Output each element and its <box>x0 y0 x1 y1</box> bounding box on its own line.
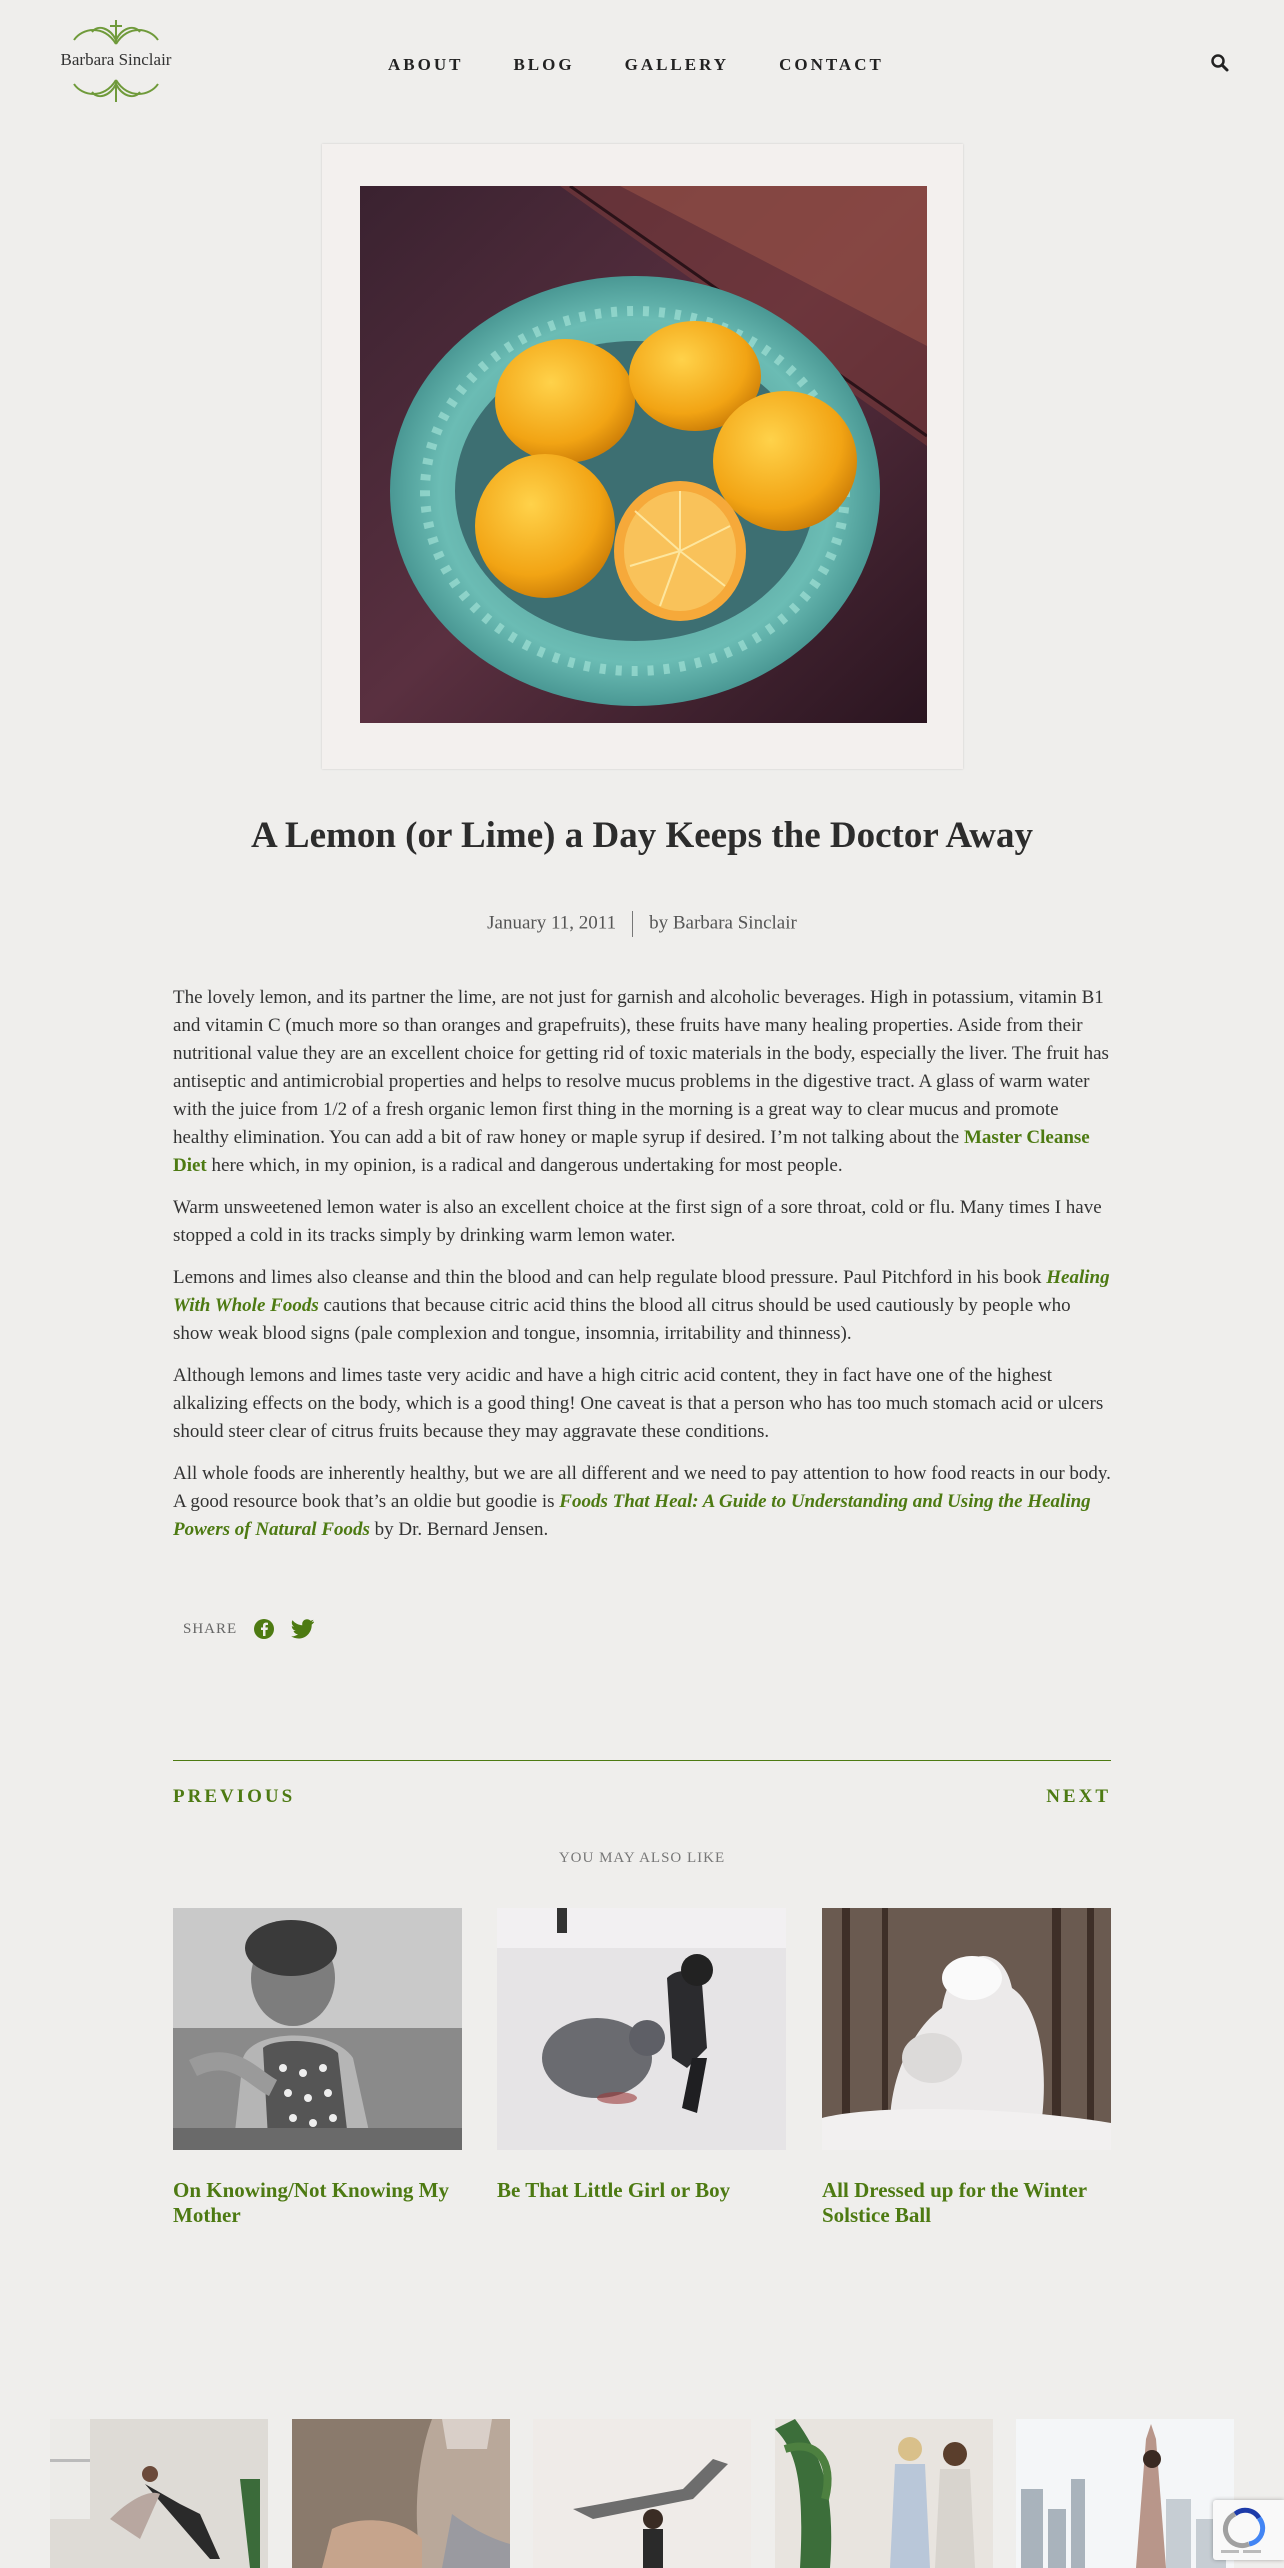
paragraph-2: Warm unsweetened lemon water is also an excellent choice at the first sign of a sore throat, cold or flu. Many times I have stopped a cold in its tracks simply by drinking warm lemon water. <box>173 1197 1102 1246</box>
site-logo[interactable] <box>52 14 180 106</box>
related-thumb-1[interactable] <box>173 1908 462 2150</box>
related-thumb-3[interactable] <box>822 1908 1111 2150</box>
post-title: A Lemon (or Lime) a Day Keeps the Doctor Away <box>250 815 1034 856</box>
foods-that-heal-link[interactable]: Foods That Heal: A Guide to Understanding and Using the Healing Powers of Natural Foods <box>173 1491 1091 1540</box>
healing-whole-foods-link[interactable]: Healing With Whole Foods <box>173 1267 1110 1316</box>
snowy-forest-image <box>822 1908 1111 2150</box>
hero-photo <box>360 186 927 723</box>
related-title-2[interactable]: Be That Little Girl or Boy <box>497 2178 731 2202</box>
paragraph-1 <box>173 984 1111 1180</box>
paragraph-1-text-a: The lovely lemon, and its partner the lime, are not just for garnish and alcoholic beverages. High in potassium, vitamin B1 and vitamin C (much more so than oranges and grapefruits), these fruits have many healing properties. Aside from their nutritional value they are an excellent choice for getting rid of toxic materials in the body, especially the liver. The fruit has antiseptic and antimicrobial properties and helps to resolve mucus problems in the digestive tract. A glass of warm water with the juice from 1/2 of a fresh organic lemon first thing in the morning is a great way to clear mucus and promote healthy elimination. You can add a bit of raw honey or maple syrup if desired. I’m not talking about the <box>173 987 1109 1148</box>
search-icon[interactable] <box>1210 53 1230 73</box>
gallery-thumb-2[interactable] <box>292 2419 510 2568</box>
paragraph-3-text-b: cautions that because citric acid thins the blood all citrus should be used cautiously by people who show weak blood signs (pale complexion and tongue, insomnia, irritability and thinness). <box>173 1295 1071 1344</box>
paragraph-5-text-b: by Dr. Bernard Jensen. <box>369 1519 549 1540</box>
post-date: January 11, 2011 <box>487 912 617 934</box>
related-card-1[interactable] <box>173 1908 462 2228</box>
paragraph-3-text-a: Lemons and limes also cleanse and thin the blood and can help regulate blood pressure. Paul Pitchford in his book <box>173 1267 1047 1288</box>
nav-contact[interactable]: CONTACT <box>779 55 884 74</box>
recaptcha-badge[interactable] <box>1213 2500 1284 2560</box>
twitter-icon[interactable] <box>291 1619 315 1639</box>
post-pager-divider <box>173 1760 1111 1761</box>
woman-portrait-image <box>173 1908 462 2150</box>
lemons-on-plate-image <box>360 186 927 723</box>
nav-gallery[interactable]: GALLERY <box>624 55 730 74</box>
paragraph-1-text-b: here which, in my opinion, is a radical and dangerous undertaking for most people. <box>206 1155 843 1176</box>
related-thumb-2[interactable] <box>497 1908 786 2150</box>
gallery-thumb-5[interactable] <box>1016 2419 1234 2568</box>
gallery-thumb-1[interactable] <box>50 2419 268 2568</box>
city-yoga-image <box>1016 2419 1234 2568</box>
facebook-icon[interactable] <box>253 1618 275 1640</box>
kids-in-snow-image <box>497 1908 786 2150</box>
post-author[interactable]: by Barbara Sinclair <box>649 912 797 934</box>
site-header <box>0 0 1284 130</box>
meta-divider <box>632 911 633 937</box>
related-title-1[interactable]: On Knowing/Not Knowing My Mother <box>173 2178 449 2227</box>
master-cleanse-link[interactable]: Master Cleanse Diet <box>173 1127 1090 1176</box>
next-post-link[interactable]: NEXT <box>1046 1786 1111 1807</box>
gallery-thumb-3[interactable] <box>533 2419 751 2568</box>
post-content <box>173 984 1111 1558</box>
paragraph-4: Although lemons and limes taste very acidic and have a high citric acid content, they in fact have one of the highest alkalizing effects on the body, which is a good thing! One caveat is that a person who has too much stomach acid or ulcers should steer clear of citrus fruits because they may aggravate these conditions. <box>173 1365 1104 1442</box>
previous-post-link[interactable]: PREVIOUS <box>173 1786 296 1807</box>
inversion-pose-image <box>533 2419 751 2568</box>
two-women-yoga-image <box>775 2419 993 2568</box>
hero-photo-frame <box>322 144 963 769</box>
nav-blog[interactable]: BLOG <box>513 55 575 74</box>
nav-about[interactable]: ABOUT <box>388 55 464 74</box>
related-title-3[interactable]: All Dressed up for the Winter Solstice Ball <box>822 2178 1087 2227</box>
post-meta <box>0 911 1284 937</box>
share-bar <box>183 1618 315 1640</box>
paragraph-3 <box>173 1264 1111 1348</box>
gallery-thumb-4[interactable] <box>775 2419 993 2568</box>
related-card-2[interactable] <box>497 1908 786 2203</box>
paragraph-5 <box>173 1460 1111 1544</box>
meditation-image <box>292 2419 510 2568</box>
share-label: SHARE <box>183 1620 238 1637</box>
related-card-3[interactable] <box>822 1908 1111 2228</box>
logo-text[interactable]: Barbara Sinclair <box>60 50 172 69</box>
related-heading: YOU MAY ALSO LIKE <box>558 1850 726 1866</box>
yoga-partner-image <box>50 2419 268 2568</box>
main-nav <box>388 55 934 75</box>
recaptcha-icon <box>1213 2500 1284 2560</box>
paragraph-5-text-a: All whole foods are inherently healthy, but we are all different and we need to pay attention to how food reacts in our body. A good resource book that’s an oldie but goodie is <box>173 1463 1111 1512</box>
